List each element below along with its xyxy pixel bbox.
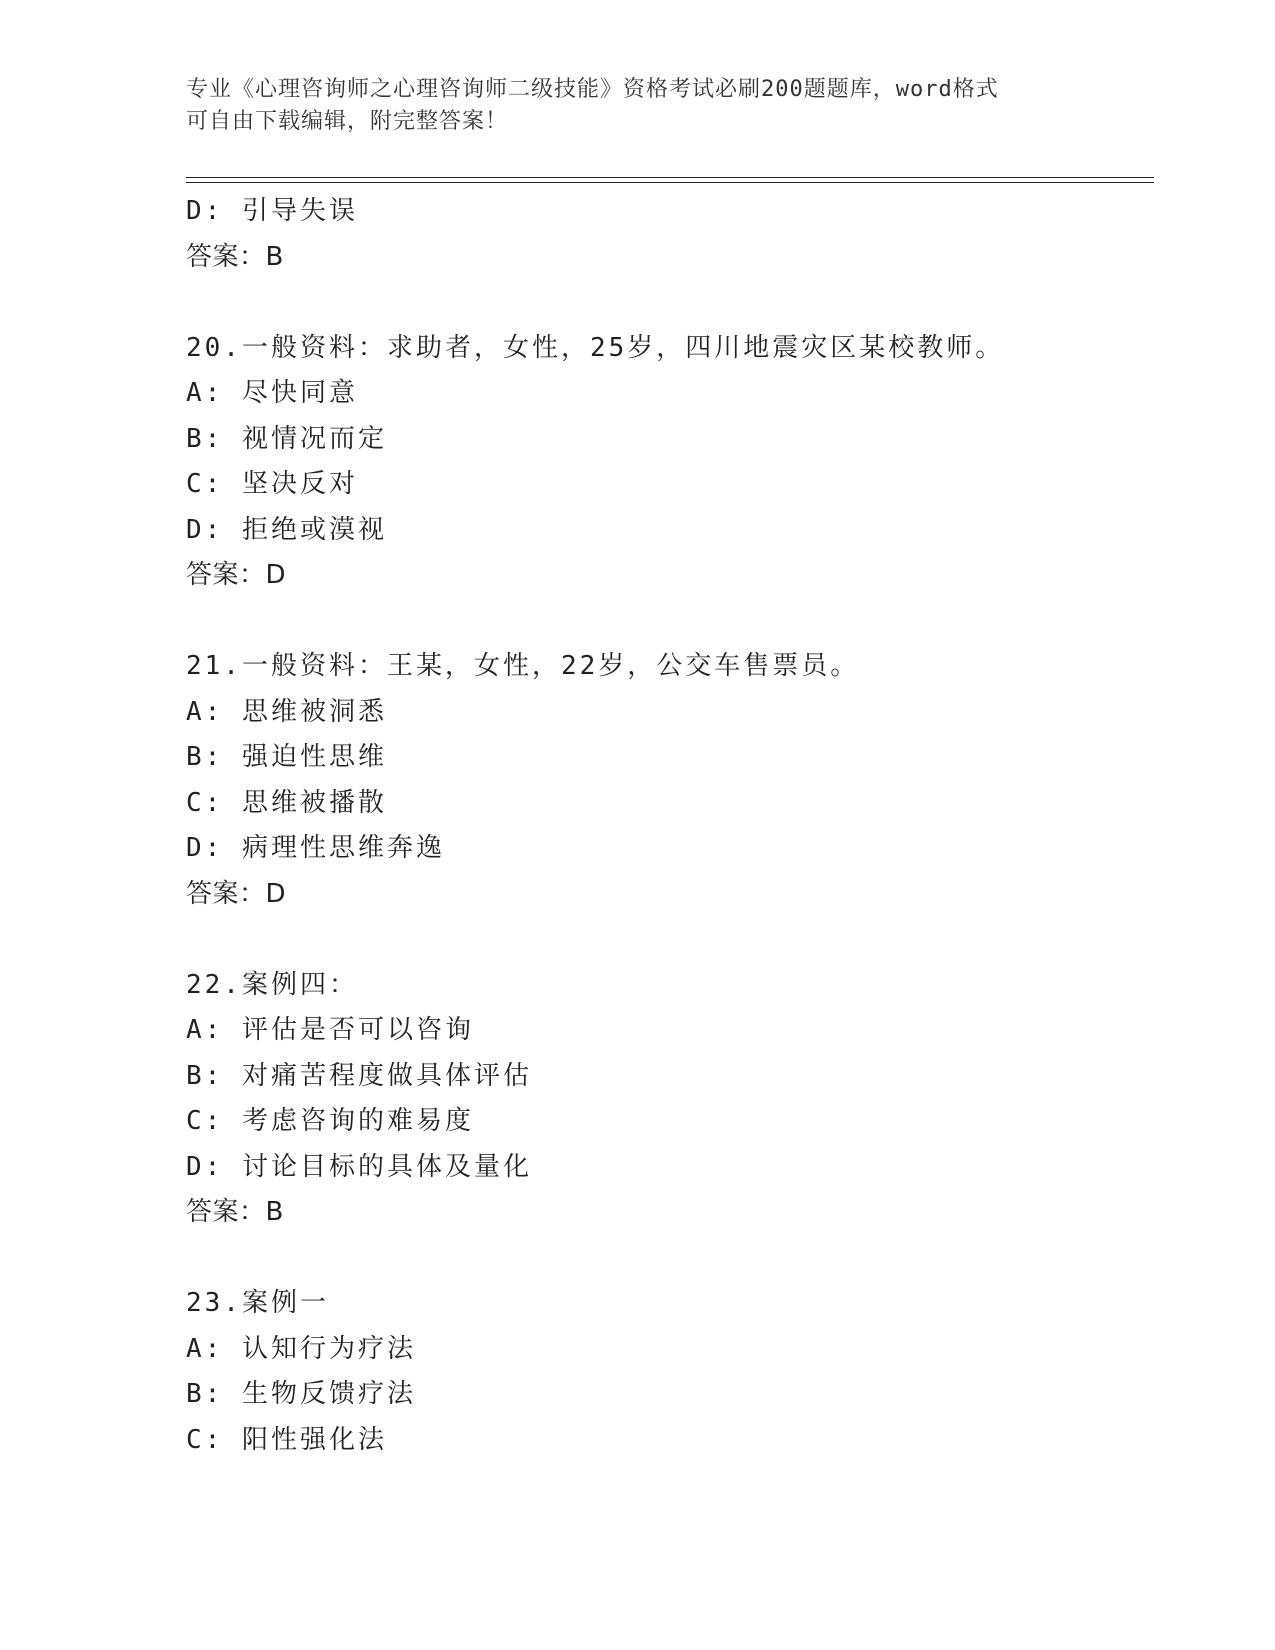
option-a: A: 评估是否可以咨询 bbox=[186, 1015, 474, 1045]
option-a: A: 尽快同意 bbox=[186, 378, 358, 408]
answer-line: 答案：B bbox=[186, 1197, 284, 1227]
option-b: B: 视情况而定 bbox=[186, 423, 387, 454]
option-b: B: 强迫性思维 bbox=[186, 742, 387, 772]
option-b: B: 生物反馈疗法 bbox=[186, 1379, 416, 1409]
option-b: B: 对痛苦程度做具体评估 bbox=[186, 1060, 532, 1091]
option-d: D: 引导失误 bbox=[186, 196, 358, 226]
option-c: C: 坚决反对 bbox=[186, 469, 358, 499]
header-title-line-1: 专业《心理咨询师之心理咨询师二级技能》资格考试必刷200题题库，word格式 bbox=[186, 77, 999, 102]
question-content bbox=[186, 189, 1154, 1463]
page-header bbox=[186, 74, 1086, 138]
option-a: A: 思维被洞悉 bbox=[186, 696, 387, 727]
option-d: D: 病理性思维奔逸 bbox=[186, 833, 445, 863]
option-c: C: 阳性强化法 bbox=[186, 1424, 387, 1455]
option-a: A: 认知行为疗法 bbox=[186, 1333, 416, 1364]
spacer bbox=[186, 1236, 1154, 1282]
option-c: C: 思维被播散 bbox=[186, 787, 387, 818]
question-stem: 23.案例一 bbox=[186, 1288, 329, 1318]
answer-line: 答案：B bbox=[186, 241, 284, 272]
option-c: C: 考虑咨询的难易度 bbox=[186, 1106, 474, 1136]
option-d: D: 拒绝或漠视 bbox=[186, 514, 387, 545]
question-stem: 22.案例四： bbox=[186, 969, 358, 1000]
spacer bbox=[186, 917, 1154, 963]
answer-line: 答案：D bbox=[186, 878, 287, 909]
question-stem: 21.一般资料：王某，女性，22岁，公交车售票员。 bbox=[186, 651, 860, 681]
question-21 bbox=[186, 644, 1154, 917]
spacer bbox=[186, 599, 1154, 645]
option-d: D: 讨论目标的具体及量化 bbox=[186, 1151, 532, 1182]
answer-line: 答案：D bbox=[186, 560, 287, 590]
header-title-line-2: 可自由下载编辑，附完整答案！ bbox=[186, 109, 509, 134]
question-stem: 20.一般资料：求助者，女性，25岁，四川地震灾区某校教师。 bbox=[186, 332, 1005, 363]
spacer bbox=[186, 280, 1154, 326]
question-22 bbox=[186, 963, 1154, 1236]
header-divider bbox=[186, 177, 1154, 183]
question-20 bbox=[186, 326, 1154, 599]
question-23 bbox=[186, 1281, 1154, 1463]
